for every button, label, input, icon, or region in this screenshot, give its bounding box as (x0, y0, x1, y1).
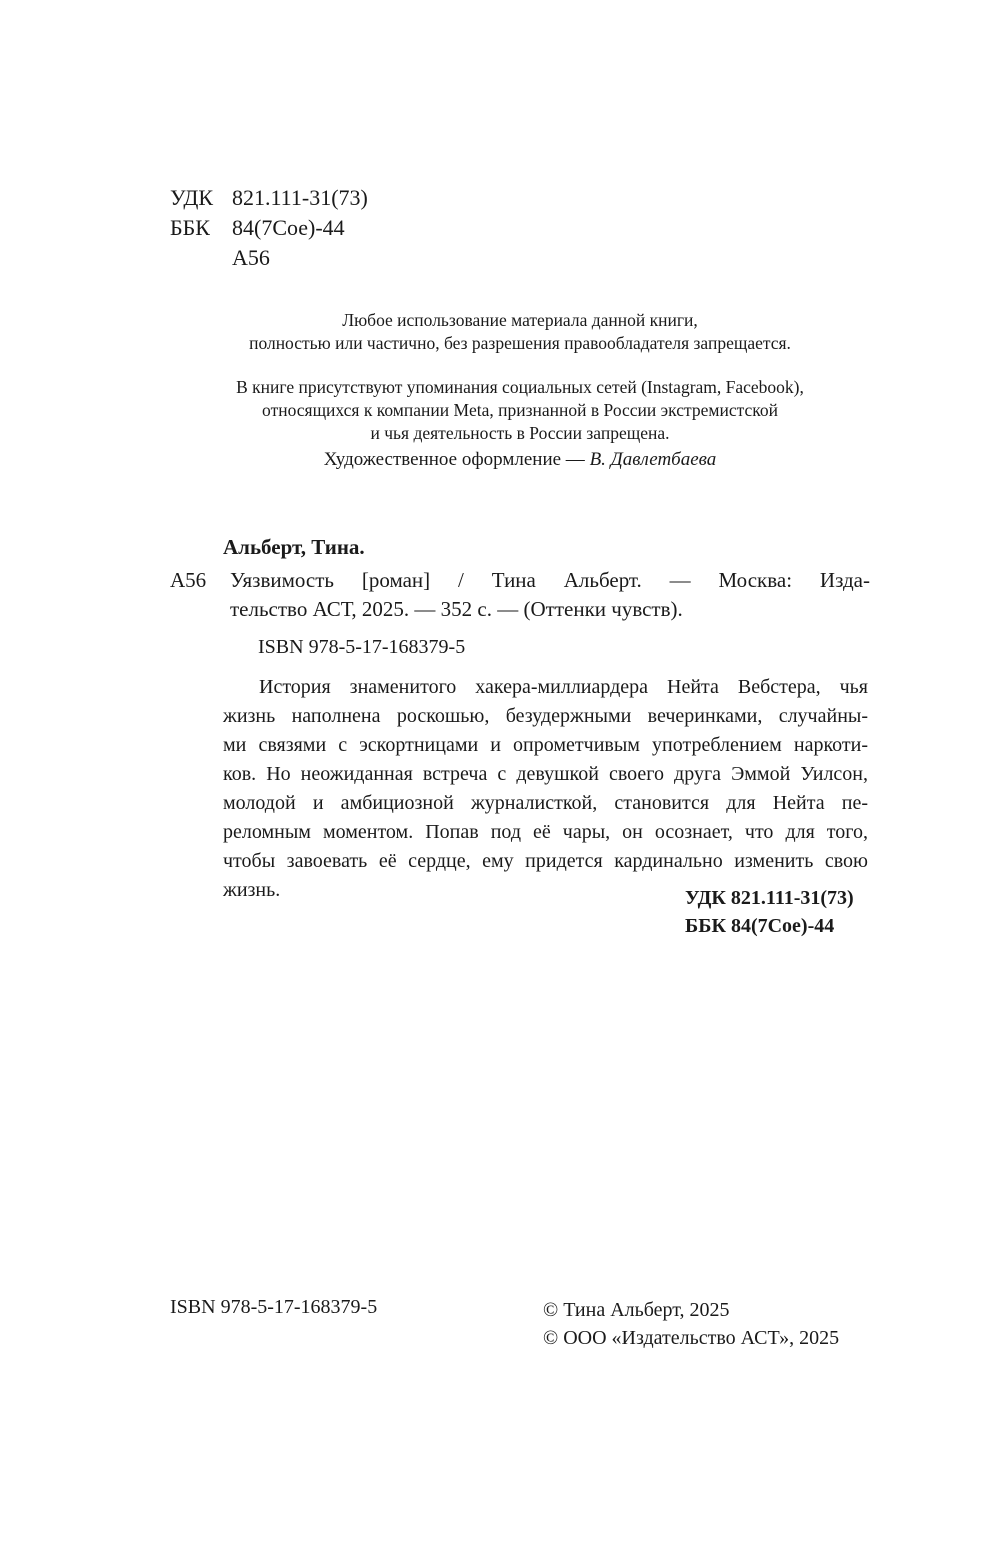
copyright-publisher: © ООО «Издательство АСТ», 2025 (543, 1327, 840, 1349)
udk-code: УДК 821.111-31(73) (685, 887, 854, 909)
annotation (223, 673, 868, 905)
annotation-line: жизнь. (223, 879, 281, 901)
classification-codes (685, 884, 854, 940)
udk-label: УДК (170, 185, 214, 210)
social-notice-line: и чья деятельность в России запрещена. (370, 423, 670, 443)
copyright-block (543, 1296, 839, 1352)
bbk-code: ББК 84(7Сое)-44 (685, 915, 835, 937)
annotation-line: реломным моментом. Попав под её чары, он осознает, что для того, (223, 821, 868, 843)
annotation-line: ков. Но неожиданная встреча с девушкой своего друга Эммой Уилсон, (223, 763, 868, 785)
copyright-notice (0, 309, 1000, 355)
bbk-label: ББК (170, 215, 210, 240)
art-credits-label: Художественное оформление — (323, 449, 590, 470)
copyright-notice-line: Любое использование материала данной книги, (342, 310, 698, 330)
copyright-author: © Тина Альберт, 2025 (543, 1299, 730, 1321)
catalog-entry (170, 566, 870, 624)
catalog-line: тельство АСТ, 2025. — 352 с. — (Оттенки чувств). (230, 597, 683, 621)
catalog-isbn: ISBN 978-5-17-168379-5 (258, 636, 466, 658)
classification-block (170, 183, 368, 273)
annotation-line: ми связями с эскортницами и опрометчивым употреблением наркоти- (223, 734, 868, 756)
annotation-line: жизнь наполнена роскошью, безудержными вечеринками, случайны- (223, 705, 868, 727)
catalog-author: Альберт, Тина. (223, 535, 365, 559)
author-sign: А56 (232, 245, 270, 270)
bbk-row (170, 213, 368, 243)
footer-isbn: ISBN 978-5-17-168379-5 (170, 1296, 378, 1318)
social-media-notice (0, 376, 1000, 445)
annotation-line: История знаменитого хакера-миллиардера Нейта Вебстера, чья (259, 676, 868, 698)
art-credits (0, 449, 1000, 471)
art-credits-name: В. Давлетбаева (589, 449, 717, 470)
copyright-notice-line: полностью или частично, без разрешения правообладателя запрещается. (249, 333, 791, 353)
catalog-line: Уязвимость [роман] / Тина Альберт. — Москва: Изда- (230, 568, 870, 592)
catalog-cipher: А56 (170, 568, 207, 592)
catalog-description (230, 566, 870, 624)
social-notice-line: относящихся к компании Meta, признанной в России экстремистской (262, 400, 778, 420)
author-sign-row (170, 243, 368, 273)
annotation-line: чтобы завоевать её сердце, ему придется кардинально изменить свою (223, 850, 868, 872)
udk-row (170, 183, 368, 213)
udk-value: 821.111-31(73) (232, 185, 368, 210)
social-notice-line: В книге присутствуют упоминания социальных сетей (Instagram, Facebook), (236, 377, 804, 397)
bbk-value: 84(7Сое)-44 (232, 215, 345, 240)
annotation-line: молодой и амбициозной журналисткой, становится для Нейта пе- (223, 792, 868, 814)
